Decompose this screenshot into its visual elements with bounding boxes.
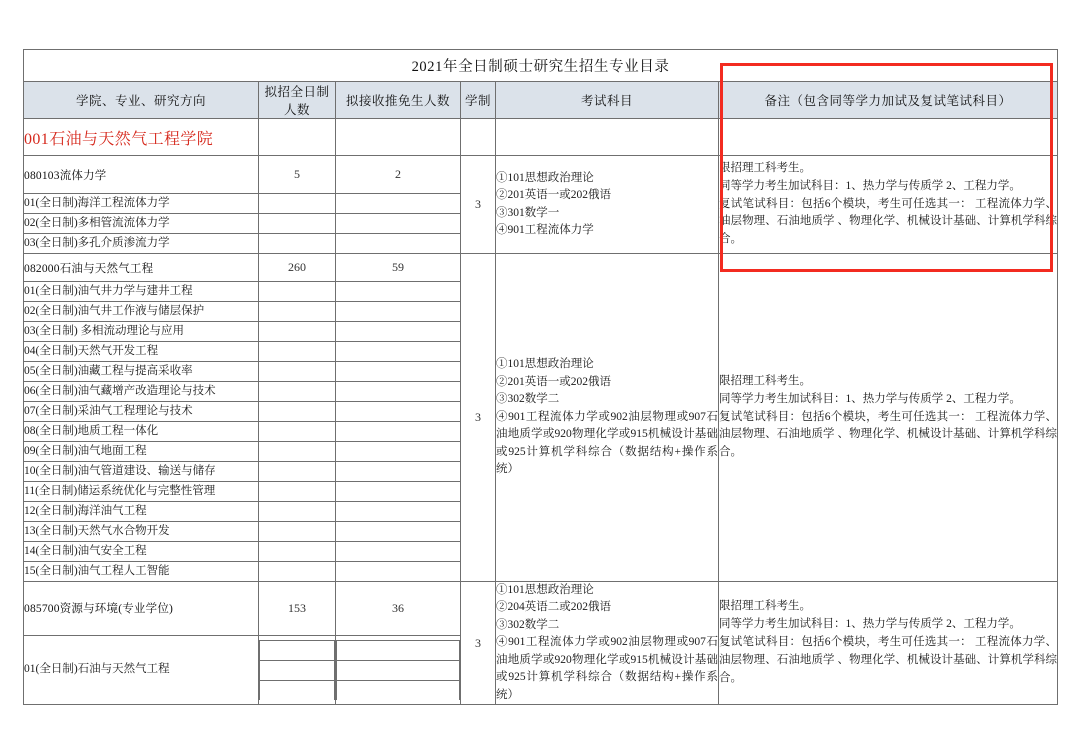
remark-line: 限招理工科考生。 [719,600,811,613]
exam-subjects [496,156,719,254]
research-direction: 08(全日制)地质工程一体化 [24,422,259,442]
column-header-years: 学制 [461,82,496,119]
admissions-catalog-table [23,49,1058,705]
major-name: 082000石油与天然气工程 [24,254,259,282]
exam-subject-line: ③302数学二 [496,618,560,631]
direction-recommended-blank [336,502,461,522]
direction-recommended-blank [336,635,461,705]
research-direction: 01(全日制)海洋工程流体力学 [24,194,259,214]
sub-row [337,640,460,660]
college-years-blank [461,119,496,156]
remark-notes [719,254,1058,582]
title-row [24,50,1058,82]
direction-planned-blank [259,442,336,462]
direction-recommended-blank [336,302,461,322]
planned-count: 260 [259,254,336,282]
direction-recommended-blank [336,522,461,542]
research-direction: 01(全日制)石油与天然气工程 [24,635,259,705]
column-header-planned: 拟招全日制人数 [259,82,336,119]
research-direction: 02(全日制)多相管流流体力学 [24,214,259,234]
exam-subjects [496,254,719,582]
direction-planned-blank [259,194,336,214]
sub-row [260,660,335,680]
remark-notes [719,156,1058,254]
direction-recommended-blank [336,282,461,302]
direction-planned-blank [259,402,336,422]
sub-row-splitter [336,640,460,700]
direction-recommended-blank [336,442,461,462]
direction-planned-blank [259,542,336,562]
exam-subjects [496,582,719,705]
remark-line: 限招理工科考生。 [719,161,811,174]
sub-row [337,660,460,680]
direction-recommended-blank [336,234,461,254]
direction-planned-blank [259,635,336,705]
exam-subject-line: ④901工程流体力学 [496,223,594,236]
direction-recommended-blank [336,422,461,442]
direction-recommended-blank [336,322,461,342]
direction-planned-blank [259,462,336,482]
college-planned-blank [259,119,336,156]
recommended-count: 2 [336,156,461,194]
research-direction: 12(全日制)海洋油气工程 [24,502,259,522]
exam-subject-line: ①101思想政治理论 [496,358,594,371]
major-row [24,582,1058,636]
exam-subject-line: ①101思想政治理论 [496,584,594,596]
direction-planned-blank [259,502,336,522]
research-direction: 03(全日制)多孔介质渗流力学 [24,234,259,254]
major-name: 085700资源与环境(专业学位) [24,582,259,636]
direction-planned-blank [259,322,336,342]
direction-recommended-blank [336,402,461,422]
direction-recommended-blank [336,214,461,234]
remark-line: 复试笔试科目：包括6个模块，考生可任选其一： 工程流体力学、油层物理、石油地质学 、物理化学、机械设计基础、计算机学科综合。 [719,410,1058,459]
exam-subject-line: ③301数学一 [496,206,560,219]
major-name: 080103流体力学 [24,156,259,194]
sub-row [260,680,335,700]
remark-line: 限招理工科考生。 [719,374,811,387]
direction-planned-blank [259,382,336,402]
column-header-recommended: 拟接收推免生人数 [336,82,461,119]
exam-subject-line: ②201英语一或202俄语 [496,189,611,202]
remark-notes [719,582,1058,705]
direction-planned-blank [259,342,336,362]
research-direction: 10(全日制)油气管道建设、输送与储存 [24,462,259,482]
direction-planned-blank [259,482,336,502]
sub-row [337,680,460,700]
recommended-count: 36 [336,582,461,636]
research-direction: 07(全日制)采油气工程理论与技术 [24,402,259,422]
direction-recommended-blank [336,382,461,402]
major-row [24,156,1058,194]
exam-subject-line: ②201英语一或202俄语 [496,375,611,388]
direction-planned-blank [259,302,336,322]
direction-planned-blank [259,522,336,542]
study-years: 3 [461,254,496,582]
direction-planned-blank [259,282,336,302]
research-direction: 02(全日制)油气井工作液与储层保护 [24,302,259,322]
column-header-remark: 备注（包含同等学力加试及复试笔试科目） [719,82,1058,119]
exam-subject-line: ②204英语二或202俄语 [496,601,611,614]
exam-subject-line: ①101思想政治理论 [496,171,594,184]
exam-subject-line: ③302数学二 [496,393,560,406]
direction-planned-blank [259,214,336,234]
page-title: 2021年全日制硕士研究生招生专业目录 [24,50,1058,82]
direction-recommended-blank [336,194,461,214]
research-direction: 13(全日制)天然气水合物开发 [24,522,259,542]
column-header-subjects: 考试科目 [496,82,719,119]
remark-line: 同等学力考生加试科目：1、热力学与传质学 2、工程力学。 [719,179,1021,192]
research-direction: 09(全日制)油气地面工程 [24,442,259,462]
college-recommended-blank [336,119,461,156]
research-direction: 04(全日制)天然气开发工程 [24,342,259,362]
column-header-major: 学院、专业、研究方向 [24,82,259,119]
direction-planned-blank [259,422,336,442]
direction-recommended-blank [336,362,461,382]
research-direction: 05(全日制)油藏工程与提高采收率 [24,362,259,382]
recommended-count: 59 [336,254,461,282]
college-name: 001石油与天然气工程学院 [24,119,259,156]
research-direction: 11(全日制)储运系统优化与完整性管理 [24,482,259,502]
research-direction: 06(全日制)油气藏增产改造理论与技术 [24,382,259,402]
direction-recommended-blank [336,462,461,482]
planned-count: 5 [259,156,336,194]
direction-planned-blank [259,562,336,582]
college-row [24,119,1058,156]
exam-subject-line: ④901工程流体力学或902油层物理或907石油地质学或920物理化学或915机械设计基础 或925计算机学科综合（数据结构+操作系统） [496,636,718,701]
remark-line: 同等学力考生加试科目：1、热力学与传质学 2、工程力学。 [719,618,1021,631]
direction-recommended-blank [336,482,461,502]
research-direction: 03(全日制) 多相流动理论与应用 [24,322,259,342]
direction-recommended-blank [336,542,461,562]
study-years: 3 [461,582,496,705]
major-row [24,254,1058,282]
exam-subject-line: ④901工程流体力学或902油层物理或907石油地质学或920物理化学或915机械设计基础 或925计算机学科综合（数据结构+操作系统） [496,410,718,476]
study-years: 3 [461,156,496,254]
research-direction: 15(全日制)油气工程人工智能 [24,562,259,582]
remark-line: 复试笔试科目：包括6个模块，考生可任选其一： 工程流体力学、油层物理、石油地质学 、物理化学、机械设计基础、计算机学科综合。 [719,636,1058,685]
direction-recommended-blank [336,562,461,582]
research-direction: 14(全日制)油气安全工程 [24,542,259,562]
remark-line: 同等学力考生加试科目：1、热力学与传质学 2、工程力学。 [719,392,1021,405]
planned-count: 153 [259,582,336,636]
direction-recommended-blank [336,342,461,362]
research-direction: 01(全日制)油气井力学与建井工程 [24,282,259,302]
college-remark-blank [719,119,1058,156]
remark-line: 复试笔试科目：包括6个模块，考生可任选其一： 工程流体力学、油层物理、石油地质学 、物理化学、机械设计基础、计算机学科综合。 [719,197,1058,246]
table-header-row [24,82,1058,119]
direction-planned-blank [259,234,336,254]
direction-planned-blank [259,362,336,382]
sub-row-splitter [259,640,335,700]
college-subjects-blank [496,119,719,156]
sub-row [260,640,335,660]
